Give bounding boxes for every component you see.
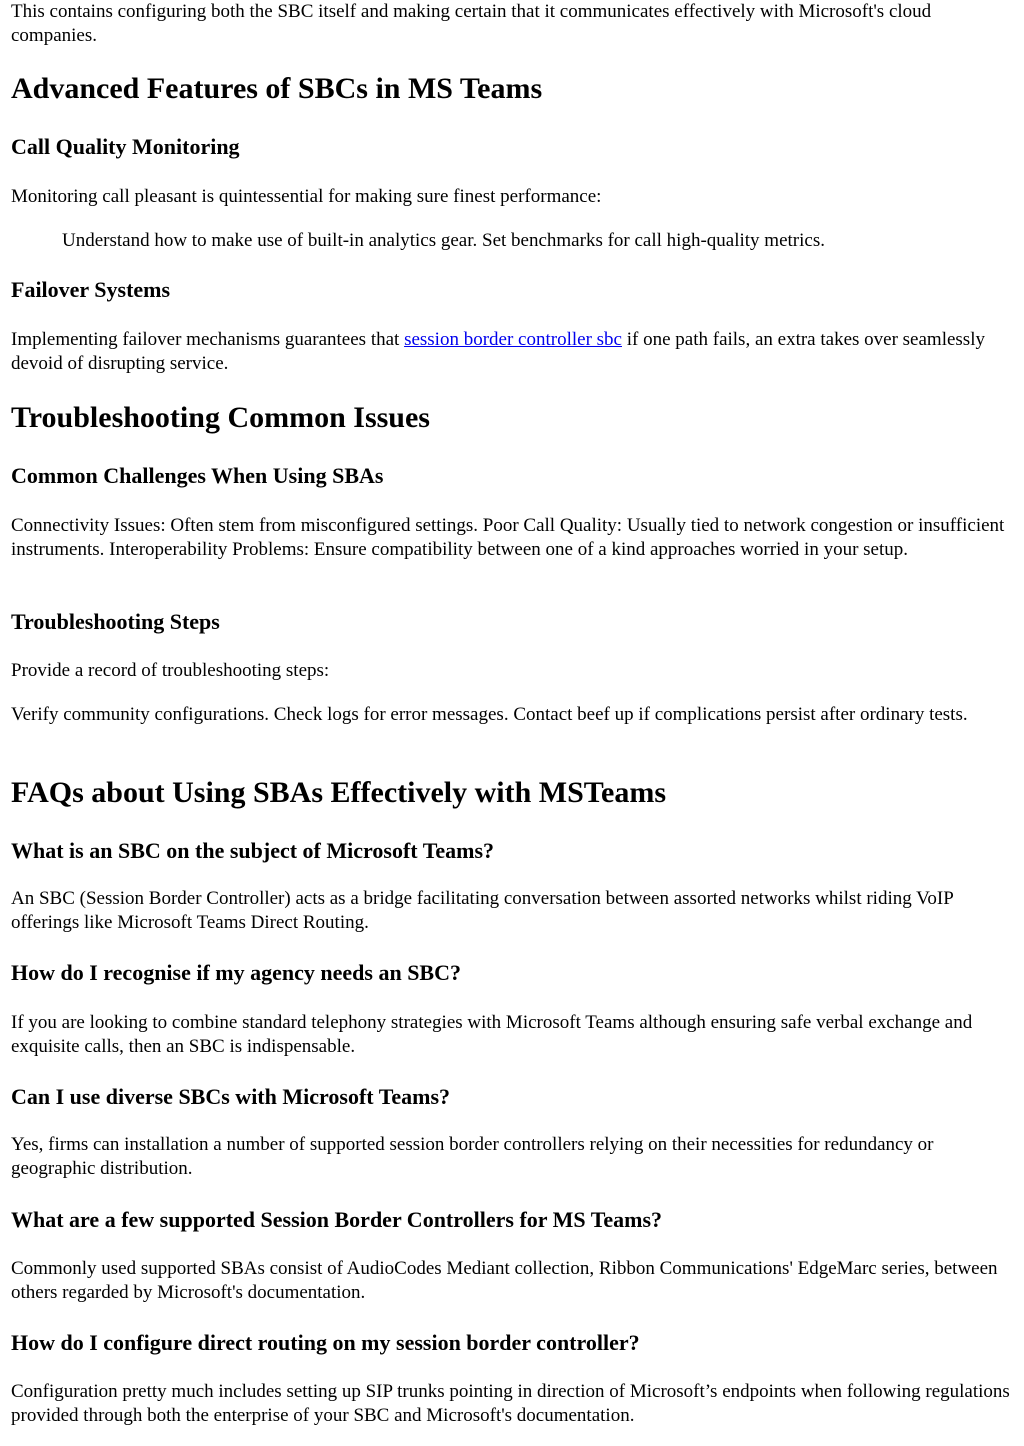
faq-question: What are a few supported Session Border Controllers for MS Teams?	[11, 1207, 663, 1232]
heading-troubleshooting-steps: Troubleshooting Steps	[11, 609, 220, 634]
faq-answer: Configuration pretty much includes setting up SIP trunks pointing in direction of Microsoft’s endpoints when following regulations provided through both the enterprise of your SBC and Microsoft's documentation.	[11, 1381, 1010, 1426]
faq-answer: An SBC (Session Border Controller) acts as a bridge facilitating conversation between assorted networks whilst riding VoIP offerings like Microsoft Teams Direct Routing.	[11, 888, 954, 933]
failover-text-after: if one path fails, an extra takes over seamlessly devoid of disrupting service.	[11, 329, 985, 374]
failover-text-before: Implementing failover mechanisms guarantees that	[11, 329, 405, 350]
call-quality-indented-text: Understand how to make use of built-in analytics gear. Set benchmarks for call high-quality metrics.	[62, 230, 825, 251]
faq-question: Can I use diverse SBCs with Microsoft Teams?	[11, 1084, 451, 1109]
steps-paragraph: Verify community configurations. Check logs for error messages. Contact beef up if complications persist after ordinary tests.	[11, 704, 968, 725]
heading-call-quality-monitoring: Call Quality Monitoring	[11, 134, 240, 159]
faq-answer: Commonly used supported SBAs consist of AudioCodes Mediant collection, Ribbon Communications' EdgeMarc series, between others regarded by Microsoft's documentation.	[11, 1258, 998, 1303]
section-title-advanced-features: Advanced Features of SBCs in MS Teams	[11, 72, 543, 105]
faq-question: What is an SBC on the subject of Microsoft Teams?	[11, 838, 495, 863]
faq-question: How do I configure direct routing on my session border controller?	[11, 1330, 640, 1355]
steps-lead: Provide a record of troubleshooting steps:	[11, 660, 330, 681]
session-border-controller-link[interactable]: session border controller sbc	[404, 329, 622, 350]
faq-answer: If you are looking to combine standard telephony strategies with Microsoft Teams although ensuring safe verbal exchange and exquisite calls, then an SBC is indispensable.	[11, 1012, 973, 1057]
faq-question: How do I recognise if my agency needs an SBC?	[11, 960, 461, 985]
heading-common-challenges: Common Challenges When Using SBAs	[11, 463, 384, 488]
section-title-faqs: FAQs about Using SBAs Effectively with MSTeams	[11, 776, 667, 809]
heading-failover-systems: Failover Systems	[11, 277, 171, 302]
section-title-troubleshooting: Troubleshooting Common Issues	[11, 401, 430, 434]
call-quality-lead: Monitoring call pleasant is quintessential for making sure finest performance:	[11, 186, 602, 207]
intro-paragraph: This contains configuring both the SBC itself and making certain that it communicates effectively with Microsoft's cloud companies.	[11, 1, 932, 46]
failover-paragraph	[11, 328, 1014, 375]
challenges-paragraph: Connectivity Issues: Often stem from misconfigured settings. Poor Call Quality: Usually tied to network congestion or insufficient instruments. Interoperability Problems: Ensure compatibility between one of a kind approaches worried in your setup.	[11, 515, 1005, 560]
faq-answer: Yes, firms can installation a number of supported session border controllers relying on their necessities for redundancy or geographic distribution.	[11, 1134, 934, 1179]
